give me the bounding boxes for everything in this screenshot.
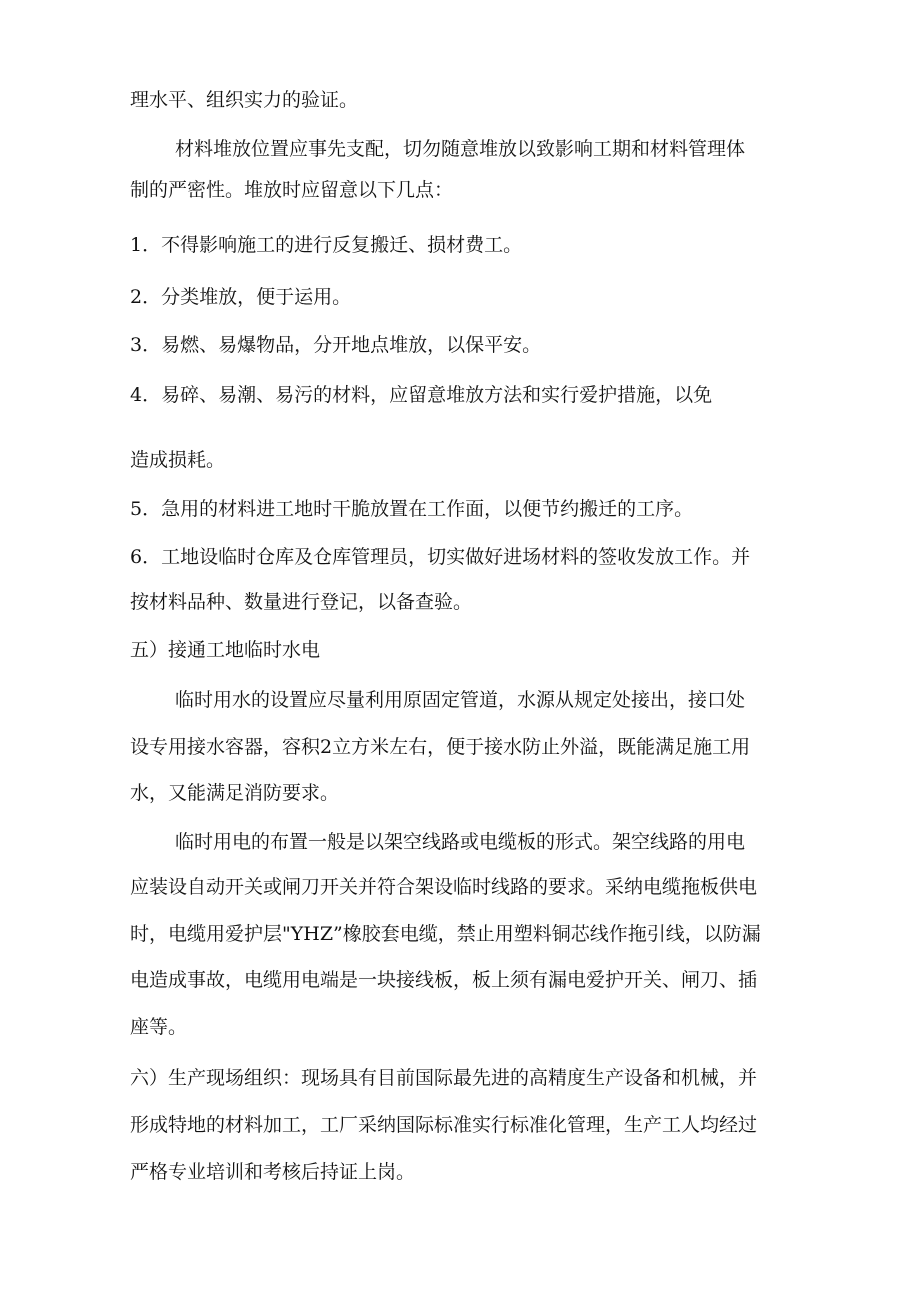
text-line: 严格专业培训和考核后持证上岗。 xyxy=(130,1161,416,1183)
list-item: 6．工地设临时仓库及仓库管理员，切实做好进场材料的签收发放工作。并 xyxy=(130,546,751,568)
text-line: 造成损耗。 xyxy=(130,449,226,471)
text-line: 应装设自动开关或闸刀开关并符合架设临时线路的要求。采纳电缆拖板供电 xyxy=(130,876,758,898)
paragraph-line: 临时用水的设置应尽量利用原固定管道，水源从规定处接出，接口处 xyxy=(175,689,746,711)
list-item: 3．易燃、易爆物品，分开地点堆放，以保平安。 xyxy=(130,334,542,356)
text-line: 设专用接水容器，容积2立方米左右，便于接水防止外溢，既能满足施工用 xyxy=(130,736,751,758)
text-line: 形成特地的材料加工，工厂采纳国际标准实行标准化管理，生产工人均经过 xyxy=(130,1114,758,1136)
list-item: 2．分类堆放，便于运用。 xyxy=(130,286,352,308)
list-item: 5．急用的材料进工地时干脆放置在工作面，以便节约搬迁的工序。 xyxy=(130,498,694,520)
text-line: 按材料品种、数量进行登记，以备查验。 xyxy=(130,591,473,613)
text-line: 时，电缆用爱护层"YHZ”橡胶套电缆，禁止用塑料铜芯线作拖引线，以防漏 xyxy=(130,923,761,945)
text-line: 理水平、组织实力的验证。 xyxy=(130,89,359,111)
text-line: 座等。 xyxy=(130,1016,188,1038)
section-heading: 五）接通工地临时水电 xyxy=(130,639,321,661)
list-item: 1．不得影响施工的进行反复搬迁、损材费工。 xyxy=(130,234,523,256)
text-line: 电造成事故，电缆用电端是一块接线板，板上须有漏电爱护开关、闸刀、插 xyxy=(130,969,758,991)
paragraph-line: 临时用电的布置一般是以架空线路或电缆板的形式。架空线路的用电 xyxy=(175,831,746,853)
paragraph-line: 材料堆放位置应事先支配，切勿随意堆放以致影响工期和材料管理体 xyxy=(175,138,746,160)
list-item: 4．易碎、易潮、易污的材料，应留意堆放方法和实行爱护措施，以免 xyxy=(130,384,713,406)
text-line: 水，又能满足消防要求。 xyxy=(130,782,340,804)
section-heading: 六）生产现场组织：现场具有目前国际最先进的高精度生产设备和机械，并 xyxy=(130,1067,758,1089)
text-line: 制的严密性。堆放时应留意以下几点： xyxy=(130,179,454,201)
